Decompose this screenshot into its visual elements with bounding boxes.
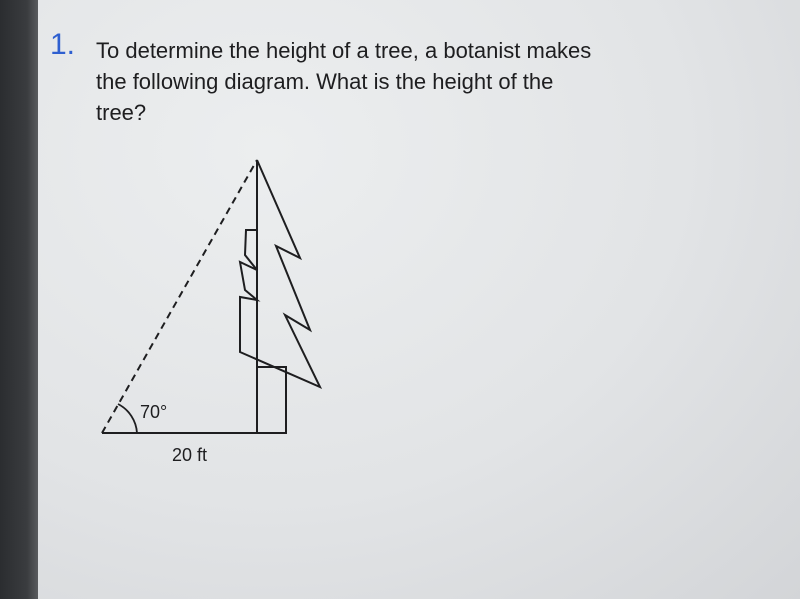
- tree-outline: [240, 160, 320, 433]
- angle-label: 70°: [140, 402, 168, 422]
- tree-trunk: [257, 367, 286, 433]
- base-length-label: 20 ft: [172, 445, 208, 465]
- angle-arc: [118, 404, 137, 433]
- question-number: 1.: [50, 28, 76, 61]
- question-text: To determine the height of a tree, a botanist makes the following diagram. What is the height of the tree?: [96, 38, 592, 125]
- sight-line-dashed: [102, 160, 257, 433]
